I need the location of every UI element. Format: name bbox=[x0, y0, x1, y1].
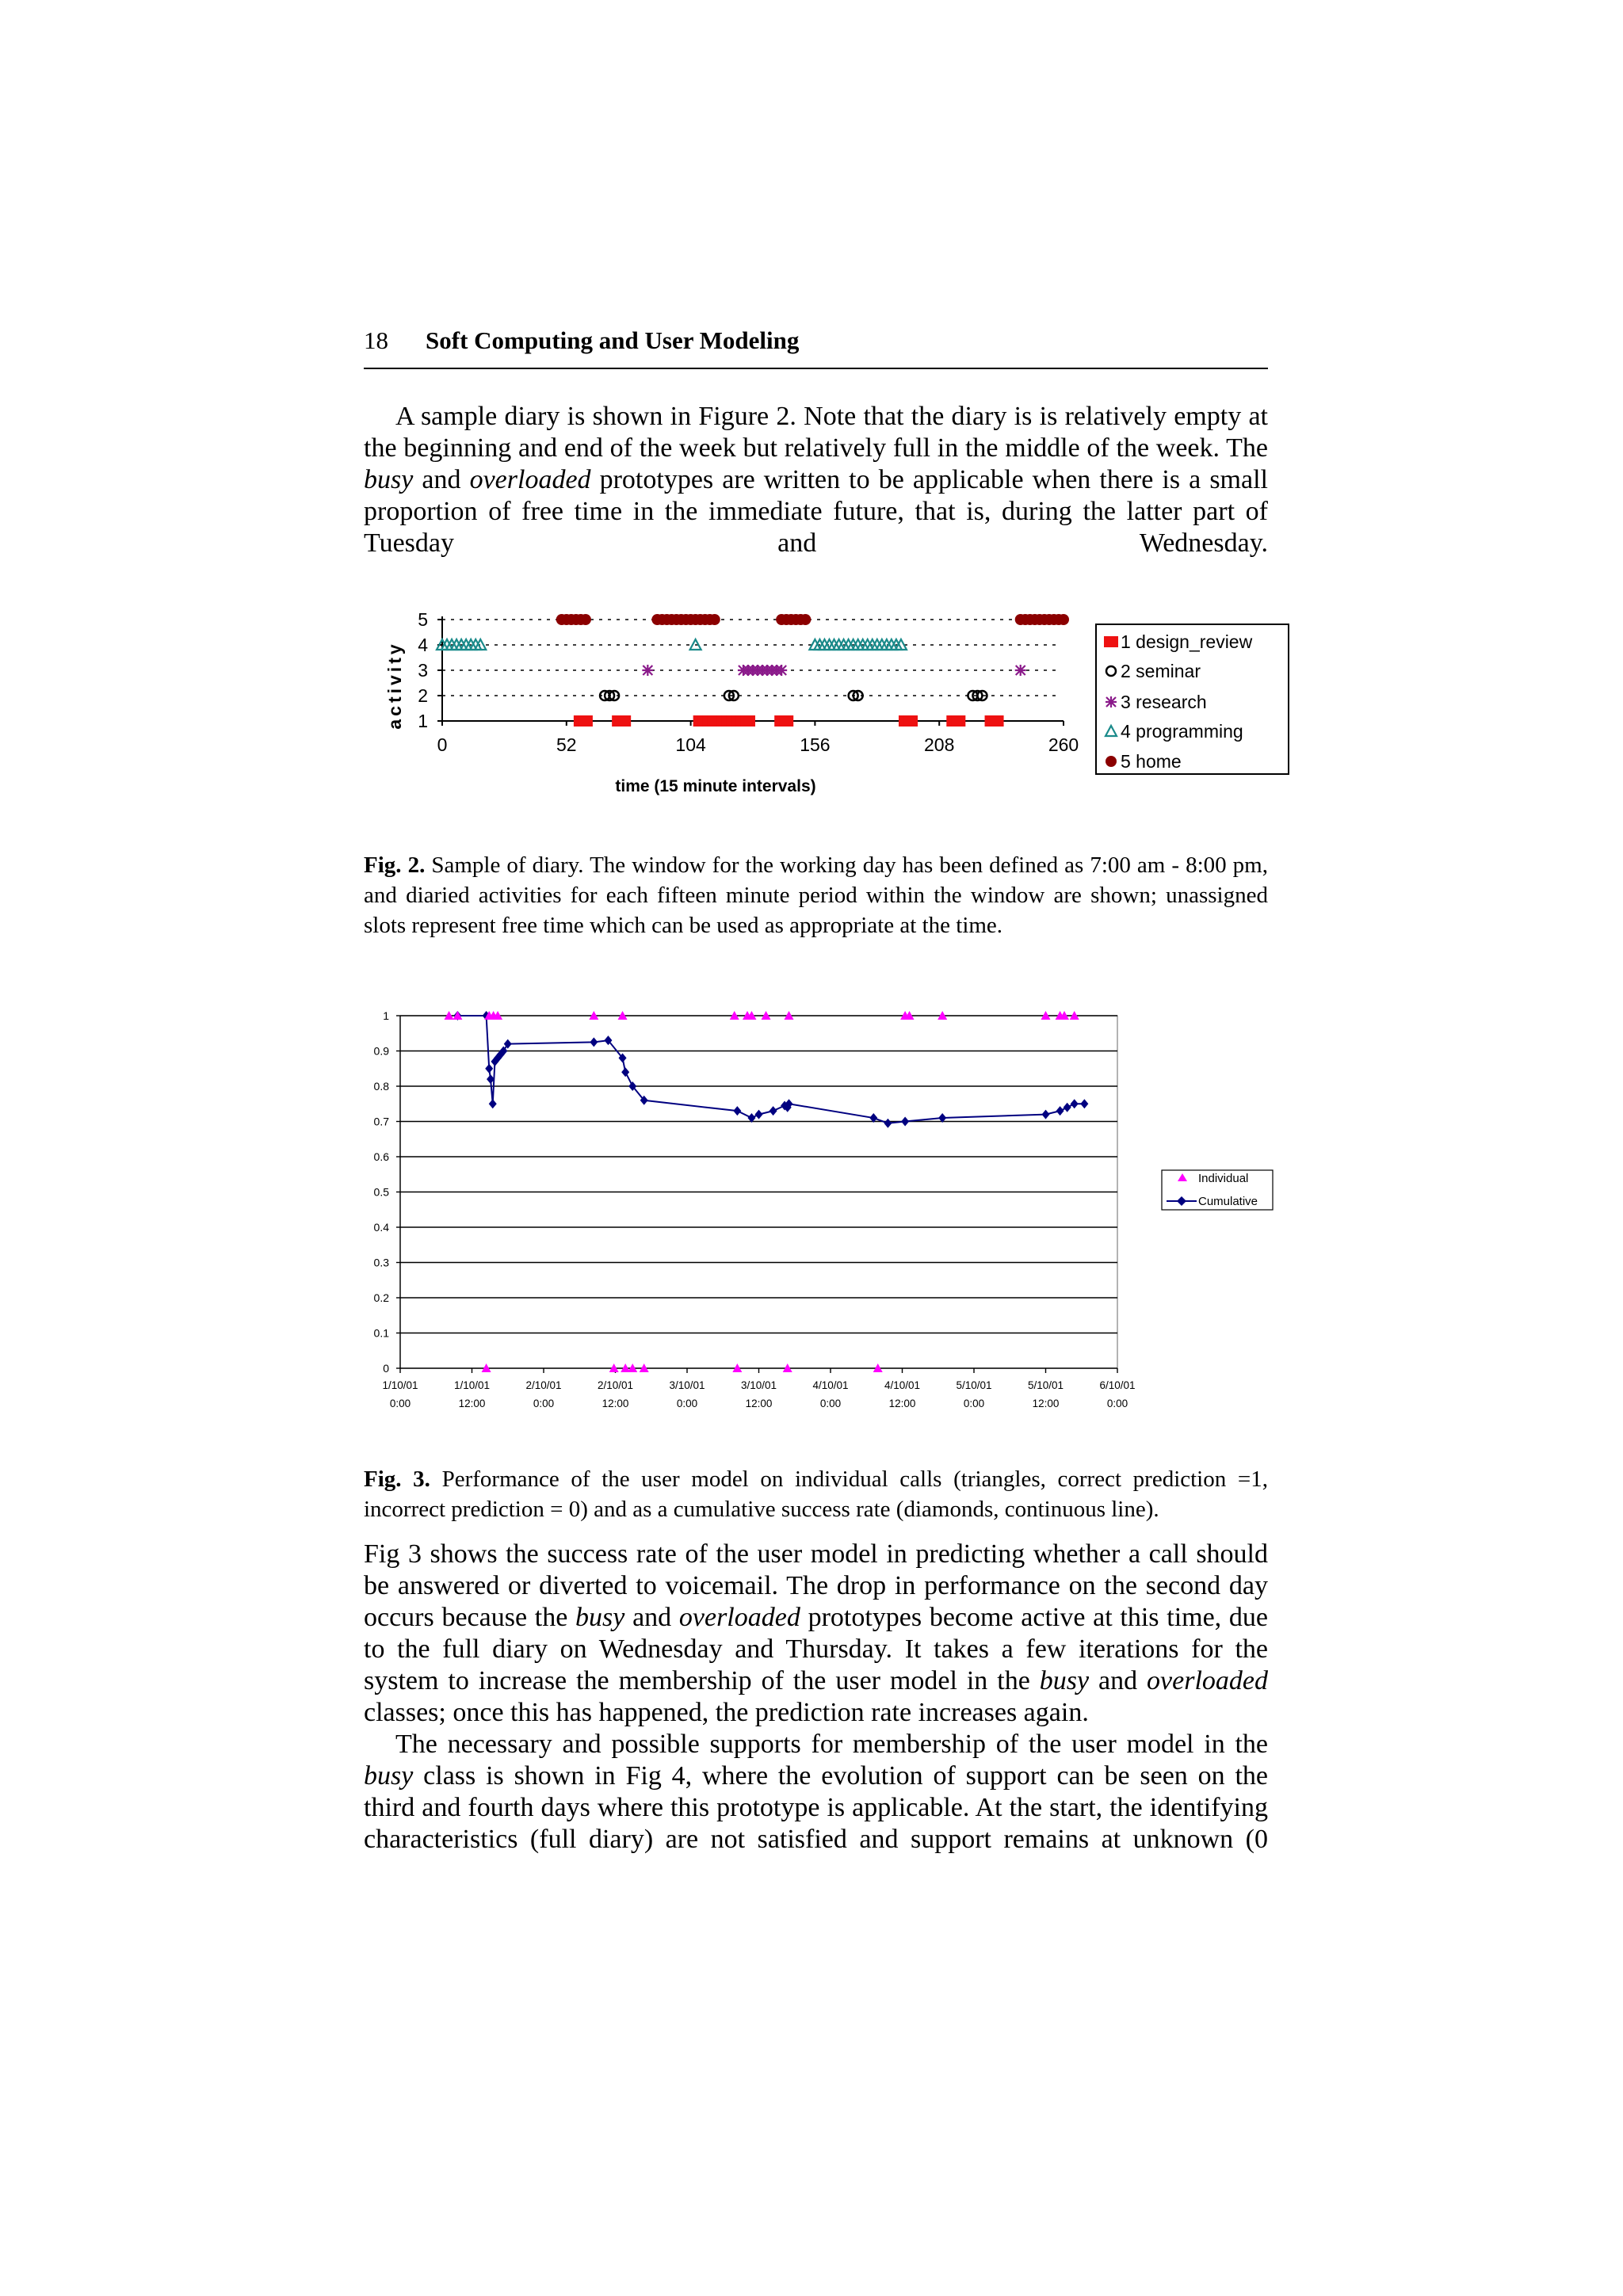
perf-y-tick-label: 0.2 bbox=[373, 1291, 389, 1304]
perf-x-tick-time: 0:00 bbox=[533, 1398, 555, 1409]
diary-grid bbox=[418, 609, 1079, 755]
perf-x-tick-time: 0:00 bbox=[819, 1398, 842, 1409]
diary-y-tick-label: 2 bbox=[418, 685, 428, 706]
paragraph-3 bbox=[364, 1729, 1268, 1855]
perf-y-tick-label: 0 bbox=[383, 1362, 389, 1375]
para1-overloaded: overloaded bbox=[469, 465, 591, 494]
perf-x-tick-time: 0:00 bbox=[676, 1398, 698, 1409]
perf-x-tick-date: 3/10/01 bbox=[740, 1379, 777, 1391]
diary-y-label: activity bbox=[384, 641, 405, 730]
perf-x-tick-date: 4/10/01 bbox=[812, 1379, 849, 1391]
perf-x-tick-time: 12:00 bbox=[458, 1398, 486, 1409]
diary-y-tick-label: 4 bbox=[418, 635, 428, 655]
para2-text-1: Fig 3 shows the success rate of the user model in predicting whether a call should be answered or diverted to voicemail. The drop in performance on the second day occurs because the bbox=[364, 1539, 1268, 1632]
cumulative-point bbox=[769, 1106, 777, 1116]
legend-seminar: 2 seminar bbox=[1121, 661, 1201, 681]
perf-y-tick-label: 0.9 bbox=[373, 1044, 389, 1058]
para1-text-2: and bbox=[413, 465, 470, 494]
perf-y-tick-label: 0.1 bbox=[373, 1326, 389, 1340]
perf-x-tick-time: 0:00 bbox=[963, 1398, 985, 1409]
diary-y-tick-label: 5 bbox=[418, 609, 428, 630]
design-review-mark bbox=[903, 715, 918, 727]
para2-text-2: and bbox=[624, 1603, 679, 1632]
para1-busy: busy bbox=[364, 465, 414, 494]
perf-y-tick-label: 0.5 bbox=[373, 1185, 389, 1199]
paragraph-1 bbox=[364, 401, 1268, 559]
para2-text-5: classes; once this has happened, the prediction rate increases again. bbox=[364, 1698, 1089, 1727]
para1-text-3: prototypes are written to be applicable when there is a small proportion of free time in the immediate future, that is, during the latter part of Tuesday and Wednesday. bbox=[364, 465, 1268, 558]
diary-x-tick-label: 156 bbox=[800, 734, 831, 755]
home-mark bbox=[1058, 614, 1069, 625]
perf-x-tick-time: 12:00 bbox=[745, 1398, 773, 1409]
page-number: 18 bbox=[364, 326, 388, 354]
perf-y-tick-label: 0.7 bbox=[373, 1115, 389, 1128]
research-mark bbox=[1015, 665, 1026, 676]
legend-design-review-marker bbox=[1104, 636, 1118, 647]
cumulative-line bbox=[457, 1016, 1084, 1123]
diary-y-tick-label: 3 bbox=[418, 660, 428, 681]
cumulative-point bbox=[621, 1067, 629, 1077]
legend-programming: 4 programming bbox=[1121, 721, 1243, 742]
para3-text-1: The necessary and possible supports for membership of the user model in the bbox=[395, 1730, 1268, 1759]
legend-individual: Individual bbox=[1198, 1172, 1249, 1185]
design-review-mark bbox=[951, 715, 965, 727]
cumulative-point bbox=[884, 1119, 892, 1128]
diary-x-tick-label: 260 bbox=[1048, 734, 1079, 755]
figure-2-diary-chart bbox=[372, 598, 1300, 804]
perf-y-tick-label: 1 bbox=[383, 1009, 389, 1022]
diary-x-tick-label: 104 bbox=[675, 734, 706, 755]
cumulative-point bbox=[485, 1064, 493, 1074]
perf-x-tick-time: 0:00 bbox=[1106, 1398, 1128, 1409]
para2-busy-2: busy bbox=[1039, 1666, 1090, 1695]
figure-3-performance-chart bbox=[365, 994, 1284, 1430]
cumulative-point bbox=[1056, 1106, 1064, 1116]
home-mark bbox=[580, 614, 591, 625]
research-mark bbox=[776, 665, 787, 676]
cumulative-point bbox=[1080, 1099, 1088, 1108]
cumulative-point bbox=[1071, 1099, 1079, 1108]
diary-x-tick-label: 0 bbox=[437, 734, 448, 755]
cumulative-point bbox=[590, 1037, 598, 1047]
perf-x-tick-date: 5/10/01 bbox=[1027, 1379, 1064, 1391]
perf-y-tick-label: 0.3 bbox=[373, 1256, 389, 1269]
figure-3-caption bbox=[364, 1464, 1268, 1524]
design-review-mark bbox=[741, 715, 755, 727]
diary-x-tick-label: 208 bbox=[924, 734, 955, 755]
home-mark bbox=[709, 614, 720, 625]
fig2-caption-text: Sample of diary. The window for the working day has been defined as 7:00 am - 8:00 pm, and diaried activities for each fifteen minute period within the window are shown; unassigned slots represent free time which can be used as appropriate at the time. bbox=[364, 852, 1268, 938]
perf-x-tick-date: 1/10/01 bbox=[453, 1379, 491, 1391]
para2-busy: busy bbox=[575, 1603, 625, 1632]
para2-overloaded-2: overloaded bbox=[1147, 1666, 1268, 1695]
para2-text-3: prototypes become active at this time, due to the full diary on Wednesday and Thursday. It takes a few iterations for the system to increase the membership of the user model in the bbox=[364, 1603, 1268, 1695]
perf-x-tick-time: 12:00 bbox=[1032, 1398, 1060, 1409]
perf-x-tick-time: 0:00 bbox=[389, 1398, 411, 1409]
perf-y-tick-label: 0.8 bbox=[373, 1080, 389, 1093]
cumulative-point bbox=[1064, 1103, 1071, 1112]
page-header bbox=[364, 323, 1268, 369]
para2-text-4: and bbox=[1089, 1666, 1148, 1695]
fig3-label: Fig. 3. bbox=[364, 1466, 430, 1492]
legend-cumulative: Cumulative bbox=[1198, 1195, 1258, 1208]
diary-x-label: time (15 minute intervals) bbox=[615, 777, 816, 795]
perf-cumulative-series bbox=[453, 1011, 1088, 1128]
home-mark bbox=[800, 614, 811, 625]
perf-x-tick-time: 12:00 bbox=[601, 1398, 629, 1409]
running-title: Soft Computing and User Modeling bbox=[426, 326, 800, 354]
perf-y-tick-label: 0.6 bbox=[373, 1150, 389, 1163]
cumulative-point bbox=[755, 1110, 763, 1119]
fig2-label: Fig. 2. bbox=[364, 852, 426, 878]
paragraph-2 bbox=[364, 1539, 1268, 1855]
legend-home: 5 home bbox=[1121, 751, 1182, 772]
para2-overloaded: overloaded bbox=[678, 1603, 800, 1632]
perf-x-tick-date: 6/10/01 bbox=[1099, 1379, 1136, 1391]
cumulative-point bbox=[1042, 1110, 1050, 1119]
perf-y-tick-label: 0.4 bbox=[373, 1221, 389, 1234]
design-review-mark bbox=[617, 715, 631, 727]
perf-x-tick-time: 12:00 bbox=[888, 1398, 916, 1409]
perf-x-tick-date: 2/10/01 bbox=[597, 1379, 634, 1391]
para3-busy: busy bbox=[364, 1761, 414, 1791]
fig3-caption-text: Performance of the user model on individual calls (triangles, correct prediction =1, incorrect prediction = 0) and as a cumulative success rate (diamonds, continuous line). bbox=[364, 1466, 1268, 1522]
legend-design-review: 1 design_review bbox=[1121, 631, 1253, 652]
figure-2-caption bbox=[364, 850, 1268, 940]
cumulative-point bbox=[901, 1117, 909, 1127]
design-review-mark bbox=[779, 715, 793, 727]
perf-x-tick-date: 3/10/01 bbox=[669, 1379, 705, 1391]
cumulative-point bbox=[489, 1099, 497, 1108]
legend-research-marker bbox=[1106, 696, 1117, 707]
research-mark bbox=[642, 665, 653, 676]
para3-text-2: class is shown in Fig 4, where the evolution of support can be seen on the third and fourth days where this prototype is applicable. At the start, the identifying characteristics (full diary) are not satisfied and support remains at unknown (0 bbox=[364, 1761, 1268, 1854]
perf-x-tick-date: 1/10/01 bbox=[382, 1379, 418, 1391]
perf-x-tick-date: 5/10/01 bbox=[956, 1379, 992, 1391]
perf-x-tick-date: 2/10/01 bbox=[525, 1379, 562, 1391]
diary-y-tick-label: 1 bbox=[418, 711, 428, 731]
design-review-mark bbox=[990, 715, 1004, 727]
design-review-mark bbox=[579, 715, 593, 727]
legend-research: 3 research bbox=[1121, 692, 1207, 712]
diary-x-tick-label: 52 bbox=[556, 734, 577, 755]
legend-home-marker bbox=[1106, 756, 1117, 767]
para1-text-1: A sample diary is shown in Figure 2. Note that the diary is is relatively empty at the beginning and end of the week but relatively full in the middle of the week. The bbox=[364, 402, 1268, 463]
perf-x-tick-date: 4/10/01 bbox=[884, 1379, 921, 1391]
cumulative-point bbox=[733, 1106, 741, 1116]
